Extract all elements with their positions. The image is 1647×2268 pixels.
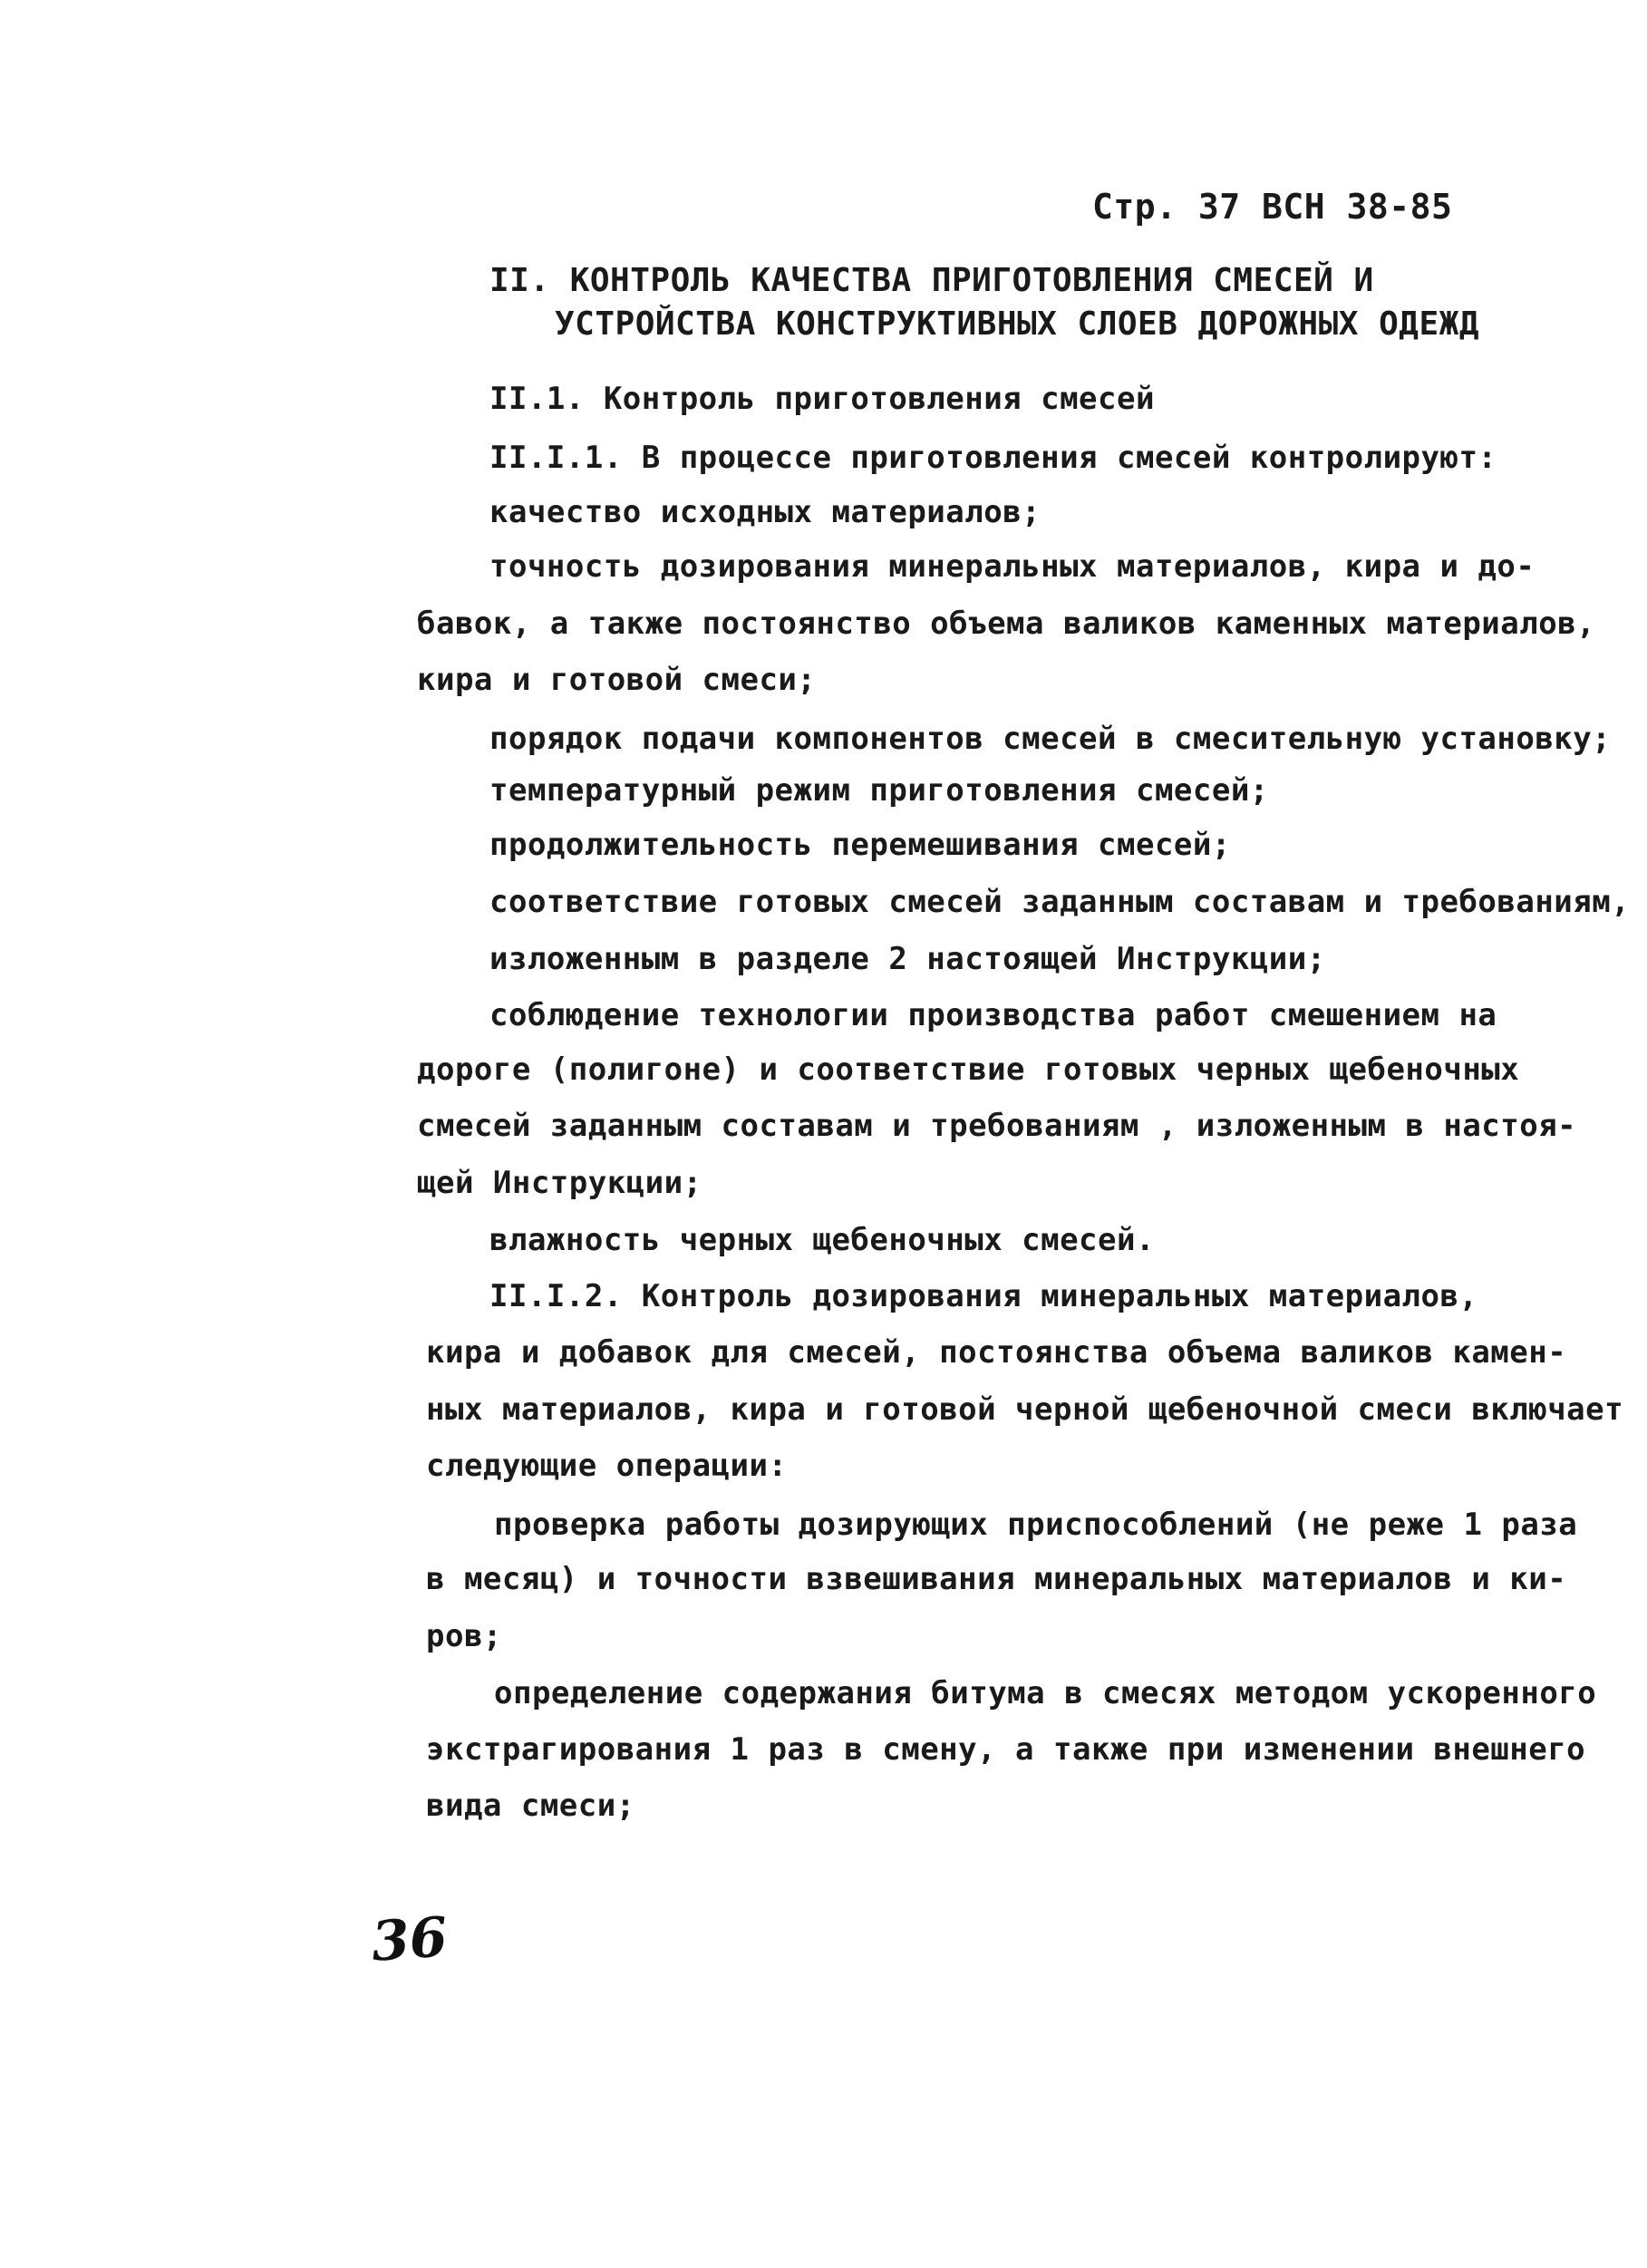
paragraph-line: продолжительность перемешивания смесей; — [489, 827, 1231, 863]
paragraph-line: дороге (полигоне) и соответствие готовых черных щебеночных — [417, 1052, 1520, 1088]
paragraph-line: соблюдение технологии производства работ смешением на — [489, 997, 1497, 1033]
paragraph-line: ных материалов, кира и готовой черной щебеночной смеси включает — [426, 1391, 1624, 1428]
paragraph-line: проверка работы дозирующих приспособлений (не реже 1 раза — [494, 1507, 1578, 1543]
paragraph-line: смесей заданным составам и требованиям , изложенным в настоя- — [417, 1108, 1577, 1144]
subsection-heading: II.1. Контроль приготовления смесей — [489, 381, 1155, 417]
page-reference: Стр. 37 ВСН 38-85 — [1092, 187, 1453, 227]
paragraph-line: изложенным в разделе 2 настоящей Инструкции; — [489, 941, 1326, 977]
paragraph-line: кира и готовой смеси; — [417, 662, 817, 698]
paragraph-line: качество исходных материалов; — [489, 494, 1041, 530]
paragraph-line: следующие операции: — [426, 1448, 788, 1484]
handwritten-page-number: 36 — [369, 1905, 450, 1974]
paragraph-line: бавок, а также постоянство объема валиков каменных материалов, — [417, 606, 1596, 642]
paragraph-line: соответствие готовых смесей заданным составам и требованиям, — [489, 884, 1631, 920]
subsection-heading: II.I.2. Контроль дозирования минеральных материалов, — [489, 1278, 1478, 1314]
paragraph-line: щей Инструкции; — [417, 1165, 702, 1201]
paragraph-line: ров; — [426, 1618, 502, 1654]
paragraph-line: температурный режим приготовления смесей; — [489, 772, 1269, 809]
paragraph-line: вида смеси; — [426, 1788, 635, 1824]
paragraph-line: влажность черных щебеночных смесей. — [489, 1222, 1155, 1258]
paragraph-line: точность дозирования минеральных материалов, кира и до- — [489, 548, 1536, 585]
paragraph-line: II.I.1. В процессе приготовления смесей контролируют: — [489, 440, 1497, 476]
paragraph-line: экстрагирования 1 раз в смену, а также при изменении внешнего — [426, 1731, 1586, 1768]
paragraph-line: порядок подачи компонентов смесей в смесительную установку; — [489, 721, 1612, 757]
paragraph-line: в месяц) и точности взвешивания минеральных материалов и ки- — [426, 1561, 1567, 1597]
paragraph-line: кира и добавок для смесей, постоянства объема валиков камен- — [426, 1334, 1567, 1371]
section-title-line-1: II. КОНТРОЛЬ КАЧЕСТВА ПРИГОТОВЛЕНИЯ СМЕСЕЙ И — [489, 262, 1374, 299]
paragraph-line: определение содержания битума в смесях методом ускоренного — [494, 1675, 1597, 1711]
section-title-line-2: УСТРОЙСТВА КОНСТРУКТИВНЫХ СЛОЕВ ДОРОЖНЫХ ОДЕЖД — [555, 305, 1479, 343]
